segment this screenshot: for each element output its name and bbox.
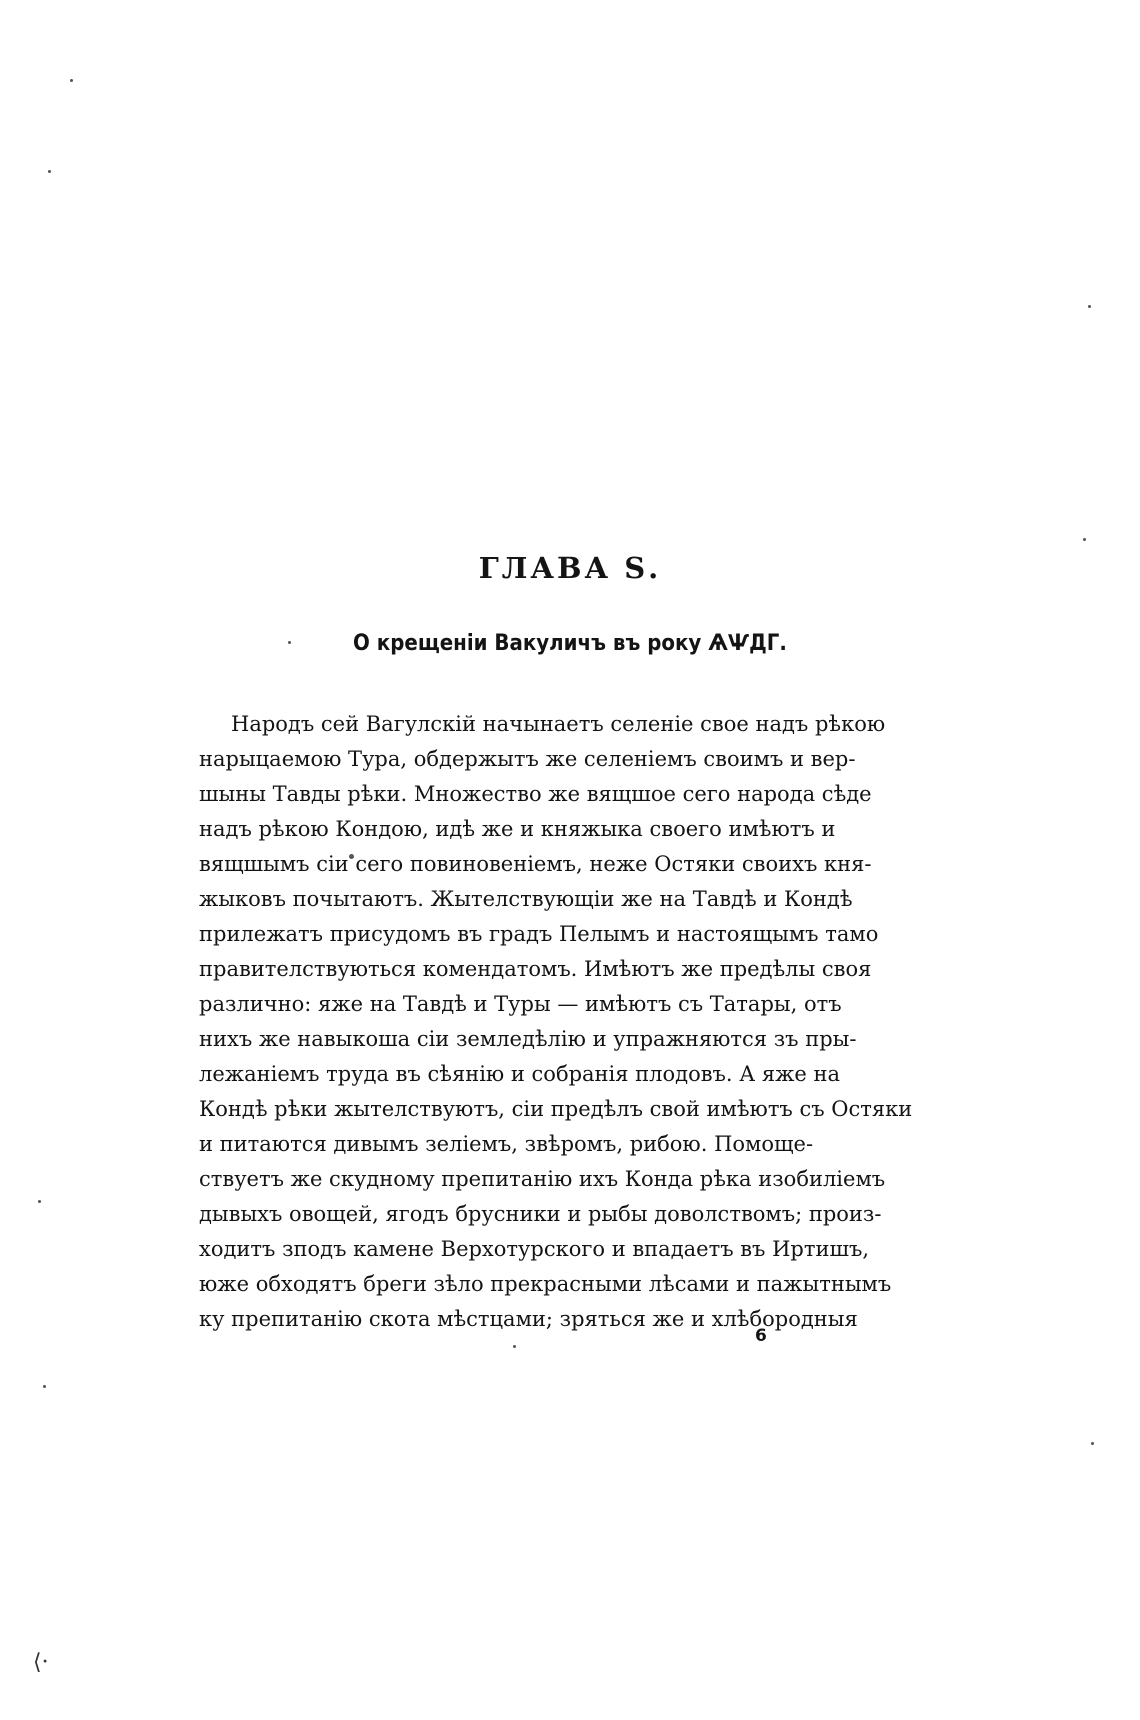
text-line: ствуетъ же скудному препитанію ихъ Конда рѣка изобиліемъ xyxy=(199,1167,886,1191)
scan-speck xyxy=(1083,538,1086,541)
text-line: правителствуються комендатомъ. Имѣютъ же предѣлы своя xyxy=(199,957,872,981)
scan-speck xyxy=(38,1200,41,1203)
text-line: Кондѣ рѣки жытелствуютъ, сіи предѣлъ свой имѣютъ съ Остяки xyxy=(199,1097,913,1121)
text-line: прилежатъ присудомъ въ градъ Пелымъ и настоящымъ тамо xyxy=(199,922,879,946)
marginal-scan-mark: ⟨· xyxy=(33,1650,49,1675)
page-number: 6 xyxy=(755,1326,767,1346)
chapter-subtitle: О крещеніи Вакуличъ въ року ѦѰДГ. xyxy=(353,631,787,656)
scan-speck xyxy=(48,170,51,173)
text-line: нихъ же навыкоша сіи земледѣлію и упражняются зъ пры- xyxy=(199,1027,857,1051)
text-line: и питаются дивымъ зеліемъ, звѣромъ, рибою. Помощe- xyxy=(199,1132,814,1156)
text-line: ку препитанію скота мѣстцами; зряться же и хлѣбородныя xyxy=(199,1307,858,1331)
text-line: ходитъ зподъ камене Верхотурского и впадаетъ въ Иртишъ, xyxy=(199,1237,870,1261)
text-line: дывыхъ овощей, ягодъ брусники и рыбы доволствомъ; произ- xyxy=(199,1202,882,1226)
scan-speck xyxy=(513,1345,516,1348)
text-line: лежаніемъ труда въ сѣянію и собранія плодовъ. А яже на xyxy=(199,1062,841,1086)
text-line: надъ рѣкою Кондою, идѣ же и княжыка своего имѣютъ и xyxy=(199,817,836,841)
scan-speck xyxy=(1091,1442,1094,1445)
text-line: нарыцаемою Тура, обдержытъ же селеніемъ своимъ и вер- xyxy=(199,747,856,771)
text-line: вящшымъ сіи сего повиновеніемъ, неже Остяки своихъ кня- xyxy=(199,852,872,876)
text-line: Народъ сей Вагулскій начынаетъ селеніе свое надъ рѣкою xyxy=(231,712,886,736)
text-line: жыковъ почытаютъ. Жытелствующіи же на Тавдѣ и Кондѣ xyxy=(199,887,853,911)
scan-speck xyxy=(70,79,73,82)
scan-speck xyxy=(1088,305,1091,308)
chapter-heading: ГЛАВА Ѕ. xyxy=(478,551,662,585)
body-text xyxy=(199,707,913,1337)
text-line: различно: яже на Тавдѣ и Туры — имѣютъ съ Татары, отъ xyxy=(199,992,842,1016)
text-line: шыны Тавды рѣки. Множество же вящшое сего народа сѣде xyxy=(199,782,872,806)
scan-speck xyxy=(43,1385,46,1388)
text-line: юже обходятъ бреги зѣло прекрасными лѣсами и пажытнымъ xyxy=(199,1272,892,1296)
